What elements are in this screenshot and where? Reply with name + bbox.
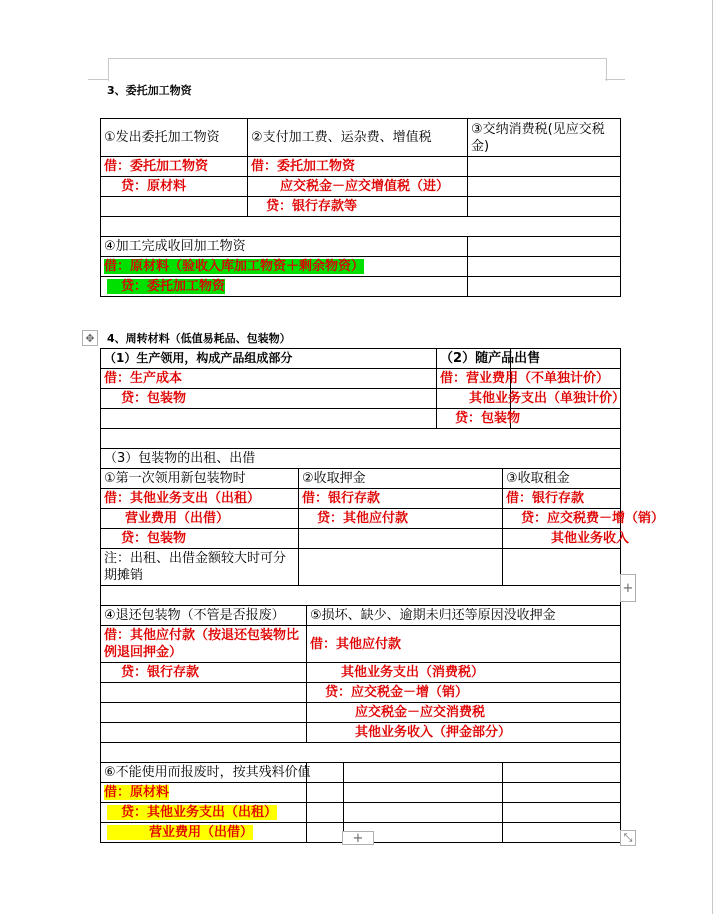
page-corner-left <box>88 79 108 80</box>
t1-r3c1 <box>101 409 437 429</box>
c2-header: ②支付加工费、运杂费、增值税 <box>248 119 468 157</box>
s4-r1-text: 借：原材料（验收入库加工物资＋剩余物资） <box>104 259 365 274</box>
c3-header: ③交纳消费税(见应交税金) <box>468 119 621 157</box>
t3-note: 注：出租、出借金额较大时可分期摊销 <box>101 549 299 586</box>
t3-h2: ②收取押金 <box>299 469 503 489</box>
t4-r1c1: 借：其他应付款（按退还包装物比例退回押金） <box>101 626 307 663</box>
t1-blank <box>101 429 621 449</box>
t4-h2: ⑤损坏、缺少、逾期未归还等原因没收押金 <box>307 606 621 626</box>
r3c2: 贷：银行存款等 <box>248 197 468 217</box>
s4-r1-empty <box>468 257 621 277</box>
t3-r3c2 <box>299 529 503 549</box>
t3-r1c3: 借：银行存款 <box>503 489 621 509</box>
blank-row <box>101 217 621 237</box>
t3-r3c3: 其他业务收入 <box>503 529 621 549</box>
r1c2: 借：委托加工物资 <box>248 157 468 177</box>
c1-header: ①发出委托加工物资 <box>101 119 248 157</box>
t4-r3c2: 贷：应交税金－增（销） <box>307 683 621 703</box>
t6-r3 <box>101 823 307 843</box>
t4-blank <box>101 743 621 763</box>
t3-blank <box>101 586 621 606</box>
t6-r2c3 <box>503 803 621 823</box>
t3-r2c2: 贷：其他应付款 <box>299 509 503 529</box>
r1c3 <box>468 157 621 177</box>
t1-r1c1: 借：生产成本 <box>101 369 437 389</box>
r2c3 <box>468 177 621 197</box>
t6-r1c2 <box>307 783 503 803</box>
t4-r4c2: 应交税金－应交消费税 <box>307 703 621 723</box>
t6-r3c2 <box>307 823 503 843</box>
s4-header-empty <box>468 237 621 257</box>
r3c1 <box>101 197 248 217</box>
t6-h1c3 <box>503 763 621 783</box>
t3-r2c1: 营业费用（出借） <box>101 509 299 529</box>
t6-h1c2 <box>307 763 503 783</box>
r3c3 <box>468 197 621 217</box>
t6-r1 <box>101 783 307 803</box>
table-move-handle-icon[interactable]: ✥ <box>82 330 98 346</box>
t6-r2-text: 贷：其他业务支出（出租） <box>107 805 277 820</box>
t3-h1: ①第一次领用新包装物时 <box>101 469 299 489</box>
t3-title: （3）包装物的出租、出借 <box>101 449 621 469</box>
t6-r3c3 <box>503 823 621 843</box>
page-corner-right <box>605 79 625 80</box>
t6-h1: ⑥不能使用而报废时，按其残料价值 <box>101 763 307 783</box>
r2c1: 贷：原材料 <box>101 177 248 197</box>
t6-r1c3 <box>503 783 621 803</box>
t1-r3c2: 贷：包装物 <box>437 409 511 429</box>
t1-r2c2: 其他业务支出（单独计价） <box>437 389 511 409</box>
t1-h1: （1）生产领用，构成产品组成部分 <box>101 349 437 369</box>
t6-r2c2 <box>307 803 503 823</box>
t4-r3c1 <box>101 683 307 703</box>
table-resize-icon[interactable]: ⤡ <box>620 830 636 846</box>
s4-r2-text: 贷：委托加工物资 <box>107 279 225 294</box>
t3-h3: ③收取租金 <box>503 469 621 489</box>
t3-note-c2 <box>299 549 503 586</box>
t3-r2c3: 贷：应交税费－增（销） <box>503 509 621 529</box>
t1-r2c1: 贷：包装物 <box>101 389 437 409</box>
section3-heading: 3、委托加工物资 <box>107 84 192 97</box>
t1-h2: （2）随产品出售 <box>437 349 511 369</box>
t3-r3c1: 贷：包装物 <box>101 529 299 549</box>
t4-r5c2: 其他业务收入（押金部分） <box>307 723 621 743</box>
t4-r1c2: 借：其他应付款 <box>307 626 621 663</box>
t3-note-c3 <box>503 549 621 586</box>
t4-r2c1: 贷：银行存款 <box>101 663 307 683</box>
s4-header: ④加工完成收回加工物资 <box>101 237 468 257</box>
t3-r1c1: 借：其他业务支出（出租） <box>101 489 299 509</box>
section4-heading: 4、周转材料（低值易耗品、包装物） <box>107 332 291 345</box>
s4-r1 <box>101 257 468 277</box>
t1-r1c2: 借：营业费用（不单独计价） <box>437 369 511 389</box>
t4-h1: ④退还包装物（不管是否报废） <box>101 606 307 626</box>
r1c1: 借：委托加工物资 <box>101 157 248 177</box>
s4-r2 <box>101 277 468 297</box>
t4-r5c1 <box>101 723 307 743</box>
t6-r1-text: 借：原材料 <box>104 785 170 800</box>
t3-r1c2: 借：银行存款 <box>299 489 503 509</box>
consigned-processing-table <box>100 118 621 297</box>
t4-r2c2: 其他业务支出（消费税） <box>307 663 621 683</box>
add-column-button[interactable]: + <box>620 574 636 602</box>
t6-r3-text: 营业费用（出借） <box>107 825 253 840</box>
t6-r2 <box>101 803 307 823</box>
s4-r2-empty <box>468 277 621 297</box>
page-header-boundary <box>108 58 607 81</box>
page-right-edge <box>712 0 713 914</box>
t1-r3c3 <box>511 409 621 429</box>
r2c2: 应交税金－应交增值税（进） <box>248 177 468 197</box>
t4-r4c1 <box>101 703 307 723</box>
turnover-materials-table <box>100 348 665 843</box>
add-row-button[interactable]: + <box>342 831 374 845</box>
